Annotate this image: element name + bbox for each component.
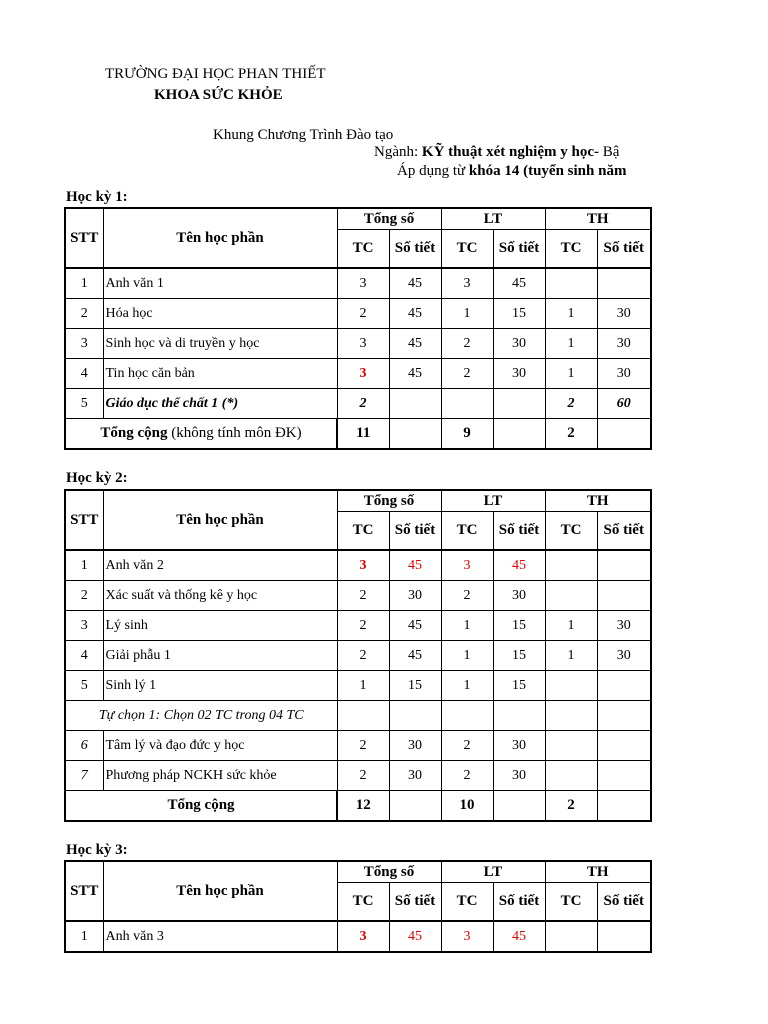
row-stt: 4: [65, 359, 103, 389]
row-th-tc: [545, 268, 597, 299]
row-course-name: Phương pháp NCKH sức khỏe: [103, 761, 337, 791]
row-th-tc: [545, 550, 597, 581]
header-periods: Số tiết: [493, 512, 545, 551]
row-lt-tc: 2: [441, 359, 493, 389]
row-stt: 4: [65, 641, 103, 671]
row-lt-tc: 1: [441, 641, 493, 671]
row-tc: 3: [337, 359, 389, 389]
row-th-periods: 30: [597, 329, 651, 359]
row-th-tc: 1: [545, 611, 597, 641]
row-course-name: Giáo dục thể chất 1 (*): [103, 389, 337, 419]
header-periods: Số tiết: [389, 512, 441, 551]
row-periods: 45: [389, 550, 441, 581]
row-lt-periods: 15: [493, 611, 545, 641]
header-th: TH: [545, 861, 651, 883]
row-stt: 5: [65, 671, 103, 701]
elective-th-tc: [545, 701, 597, 731]
row-lt-periods: 30: [493, 581, 545, 611]
row-periods: 30: [389, 761, 441, 791]
header-th: TH: [545, 490, 651, 512]
row-lt-tc: 1: [441, 299, 493, 329]
row-tc: 2: [337, 581, 389, 611]
major-line: [374, 144, 619, 161]
table-row: [65, 299, 651, 329]
header-total: Tổng số: [337, 490, 441, 512]
total-tc: 12: [337, 791, 389, 822]
faculty-name: KHOA SỨC KHỎE: [154, 87, 283, 103]
header-tc: TC: [545, 883, 597, 922]
header-stt: STT: [65, 861, 103, 921]
header-tc: TC: [337, 230, 389, 269]
row-lt-periods: 30: [493, 731, 545, 761]
elective-th-periods: [597, 701, 651, 731]
framework-title: Khung Chương Trình Đào tạo: [213, 127, 394, 143]
row-periods: 45: [389, 641, 441, 671]
total-row: [65, 419, 651, 450]
table-row: [65, 550, 651, 581]
row-th-periods: 30: [597, 359, 651, 389]
row-lt-periods: 45: [493, 921, 545, 952]
header-tc: TC: [545, 230, 597, 269]
total-th-periods: [597, 791, 651, 822]
row-lt-periods: 30: [493, 761, 545, 791]
row-lt-tc: 2: [441, 581, 493, 611]
row-course-name: Sinh lý 1: [103, 671, 337, 701]
row-course-name: Anh văn 3: [103, 921, 337, 952]
row-course-name: Tin học căn bản: [103, 359, 337, 389]
row-th-periods: [597, 761, 651, 791]
row-periods: 45: [389, 329, 441, 359]
row-tc: 2: [337, 389, 389, 419]
header-course-name: Tên học phần: [103, 861, 337, 921]
row-th-tc: [545, 731, 597, 761]
row-th-periods: 60: [597, 389, 651, 419]
row-th-periods: [597, 550, 651, 581]
row-stt: 1: [65, 921, 103, 952]
row-lt-tc: 3: [441, 921, 493, 952]
semester-1-title: Học kỳ 1:: [66, 189, 128, 205]
row-lt-tc: [441, 389, 493, 419]
row-periods: 30: [389, 731, 441, 761]
row-periods: 45: [389, 611, 441, 641]
row-tc: 1: [337, 671, 389, 701]
row-th-periods: [597, 671, 651, 701]
major-name: KỸ thuật xét nghiệm y học-: [421, 144, 599, 160]
header-course-name: Tên học phần: [103, 208, 337, 268]
row-periods: 45: [389, 268, 441, 299]
total-th-tc: 2: [545, 419, 597, 450]
table-row: [65, 329, 651, 359]
elective-lt-tc: [441, 701, 493, 731]
row-periods: 30: [389, 581, 441, 611]
row-tc: 2: [337, 299, 389, 329]
row-course-name: Giải phẫu 1: [103, 641, 337, 671]
header-periods: Số tiết: [493, 230, 545, 269]
header-periods: Số tiết: [597, 883, 651, 922]
header-lt: LT: [441, 861, 545, 883]
row-lt-tc: 2: [441, 761, 493, 791]
row-course-name: Anh văn 1: [103, 268, 337, 299]
header-tc: TC: [441, 512, 493, 551]
row-lt-periods: 30: [493, 359, 545, 389]
row-th-tc: 1: [545, 299, 597, 329]
total-th-tc: 2: [545, 791, 597, 822]
row-th-periods: 30: [597, 299, 651, 329]
row-lt-periods: 15: [493, 641, 545, 671]
total-lt-tc: 10: [441, 791, 493, 822]
school-name: TRƯỜNG ĐẠI HỌC PHAN THIẾT: [105, 66, 326, 82]
table-row: [65, 268, 651, 299]
elective-row: [65, 701, 651, 731]
row-th-periods: [597, 268, 651, 299]
semester-1-table: [64, 207, 652, 450]
header-total: Tổng số: [337, 208, 441, 230]
table-row: [65, 359, 651, 389]
header-periods: Số tiết: [493, 883, 545, 922]
row-tc: 3: [337, 550, 389, 581]
header-lt: LT: [441, 208, 545, 230]
row-th-periods: [597, 581, 651, 611]
row-stt: 1: [65, 550, 103, 581]
total-row: [65, 791, 651, 822]
row-stt: 2: [65, 299, 103, 329]
row-th-periods: 30: [597, 641, 651, 671]
row-course-name: Xác suất và thống kê y học: [103, 581, 337, 611]
row-th-tc: [545, 671, 597, 701]
table-row: [65, 641, 651, 671]
header-tc: TC: [441, 230, 493, 269]
row-th-periods: 30: [597, 611, 651, 641]
row-lt-tc: 1: [441, 671, 493, 701]
total-label-note: (không tính môn ĐK): [167, 425, 302, 441]
row-stt: 7: [65, 761, 103, 791]
total-periods: [389, 419, 441, 450]
row-stt: 3: [65, 329, 103, 359]
row-th-periods: [597, 731, 651, 761]
header-tc: TC: [545, 512, 597, 551]
row-stt: 2: [65, 581, 103, 611]
total-th-periods: [597, 419, 651, 450]
row-lt-tc: 2: [441, 329, 493, 359]
total-lt-tc: 9: [441, 419, 493, 450]
header-periods: Số tiết: [597, 512, 651, 551]
elective-note: Tự chọn 1: Chọn 02 TC trong 04 TC: [65, 701, 337, 731]
row-lt-tc: 1: [441, 611, 493, 641]
elective-lt-periods: [493, 701, 545, 731]
total-tc: 11: [337, 419, 389, 450]
row-lt-tc: 3: [441, 268, 493, 299]
semester-2-title: Học kỳ 2:: [66, 470, 128, 486]
row-th-tc: [545, 921, 597, 952]
row-lt-tc: 3: [441, 550, 493, 581]
total-lt-periods: [493, 791, 545, 822]
row-th-periods: [597, 921, 651, 952]
row-periods: 45: [389, 921, 441, 952]
table-row: [65, 731, 651, 761]
header-lt: LT: [441, 490, 545, 512]
row-lt-periods: 15: [493, 299, 545, 329]
header-tc: TC: [337, 883, 389, 922]
total-label-bold: Tổng cộng: [100, 425, 168, 441]
row-th-tc: 2: [545, 389, 597, 419]
row-course-name: Sinh học và di truyền y học: [103, 329, 337, 359]
row-lt-tc: 2: [441, 731, 493, 761]
header-th: TH: [545, 208, 651, 230]
row-periods: [389, 389, 441, 419]
row-stt: 6: [65, 731, 103, 761]
semester-3-title: Học kỳ 3:: [66, 842, 128, 858]
apply-prefix: Áp dụng từ: [397, 163, 469, 179]
row-lt-periods: 45: [493, 268, 545, 299]
row-th-tc: [545, 761, 597, 791]
table-row: [65, 581, 651, 611]
row-periods: 15: [389, 671, 441, 701]
apply-course: khóa 14 (tuyển sinh năm: [468, 163, 627, 179]
header-periods: Số tiết: [597, 230, 651, 269]
row-th-tc: 1: [545, 329, 597, 359]
row-lt-periods: 15: [493, 671, 545, 701]
header-stt: STT: [65, 490, 103, 550]
apply-line: [397, 163, 626, 180]
table-row: [65, 921, 651, 952]
row-stt: 1: [65, 268, 103, 299]
row-course-name: Hóa học: [103, 299, 337, 329]
header-total: Tổng số: [337, 861, 441, 883]
header-tc: TC: [337, 512, 389, 551]
row-periods: 45: [389, 299, 441, 329]
row-tc: 2: [337, 641, 389, 671]
row-tc: 3: [337, 921, 389, 952]
row-tc: 2: [337, 761, 389, 791]
elective-periods: [389, 701, 441, 731]
header-periods: Số tiết: [389, 883, 441, 922]
total-label: [65, 419, 337, 450]
semester-3-table: [64, 860, 652, 953]
total-periods: [389, 791, 441, 822]
table-row: [65, 671, 651, 701]
table-row: [65, 611, 651, 641]
row-lt-periods: [493, 389, 545, 419]
major-prefix: Ngành:: [374, 144, 422, 160]
row-th-tc: 1: [545, 359, 597, 389]
row-course-name: Lý sinh: [103, 611, 337, 641]
header-tc: TC: [441, 883, 493, 922]
row-tc: 3: [337, 329, 389, 359]
row-course-name: Tâm lý và đạo đức y học: [103, 731, 337, 761]
table-row: [65, 389, 651, 419]
major-level: Bậ: [599, 144, 620, 160]
semester-2-table: [64, 489, 652, 822]
row-course-name: Anh văn 2: [103, 550, 337, 581]
row-tc: 2: [337, 731, 389, 761]
header-periods: Số tiết: [389, 230, 441, 269]
row-th-tc: [545, 581, 597, 611]
total-label: Tổng cộng: [65, 791, 337, 822]
row-stt: 3: [65, 611, 103, 641]
total-lt-periods: [493, 419, 545, 450]
row-periods: 45: [389, 359, 441, 389]
row-lt-periods: 30: [493, 329, 545, 359]
header-stt: STT: [65, 208, 103, 268]
row-tc: 2: [337, 611, 389, 641]
table-row: [65, 761, 651, 791]
row-lt-periods: 45: [493, 550, 545, 581]
row-th-tc: 1: [545, 641, 597, 671]
row-stt: 5: [65, 389, 103, 419]
elective-tc: [337, 701, 389, 731]
header-course-name: Tên học phần: [103, 490, 337, 550]
row-tc: 3: [337, 268, 389, 299]
